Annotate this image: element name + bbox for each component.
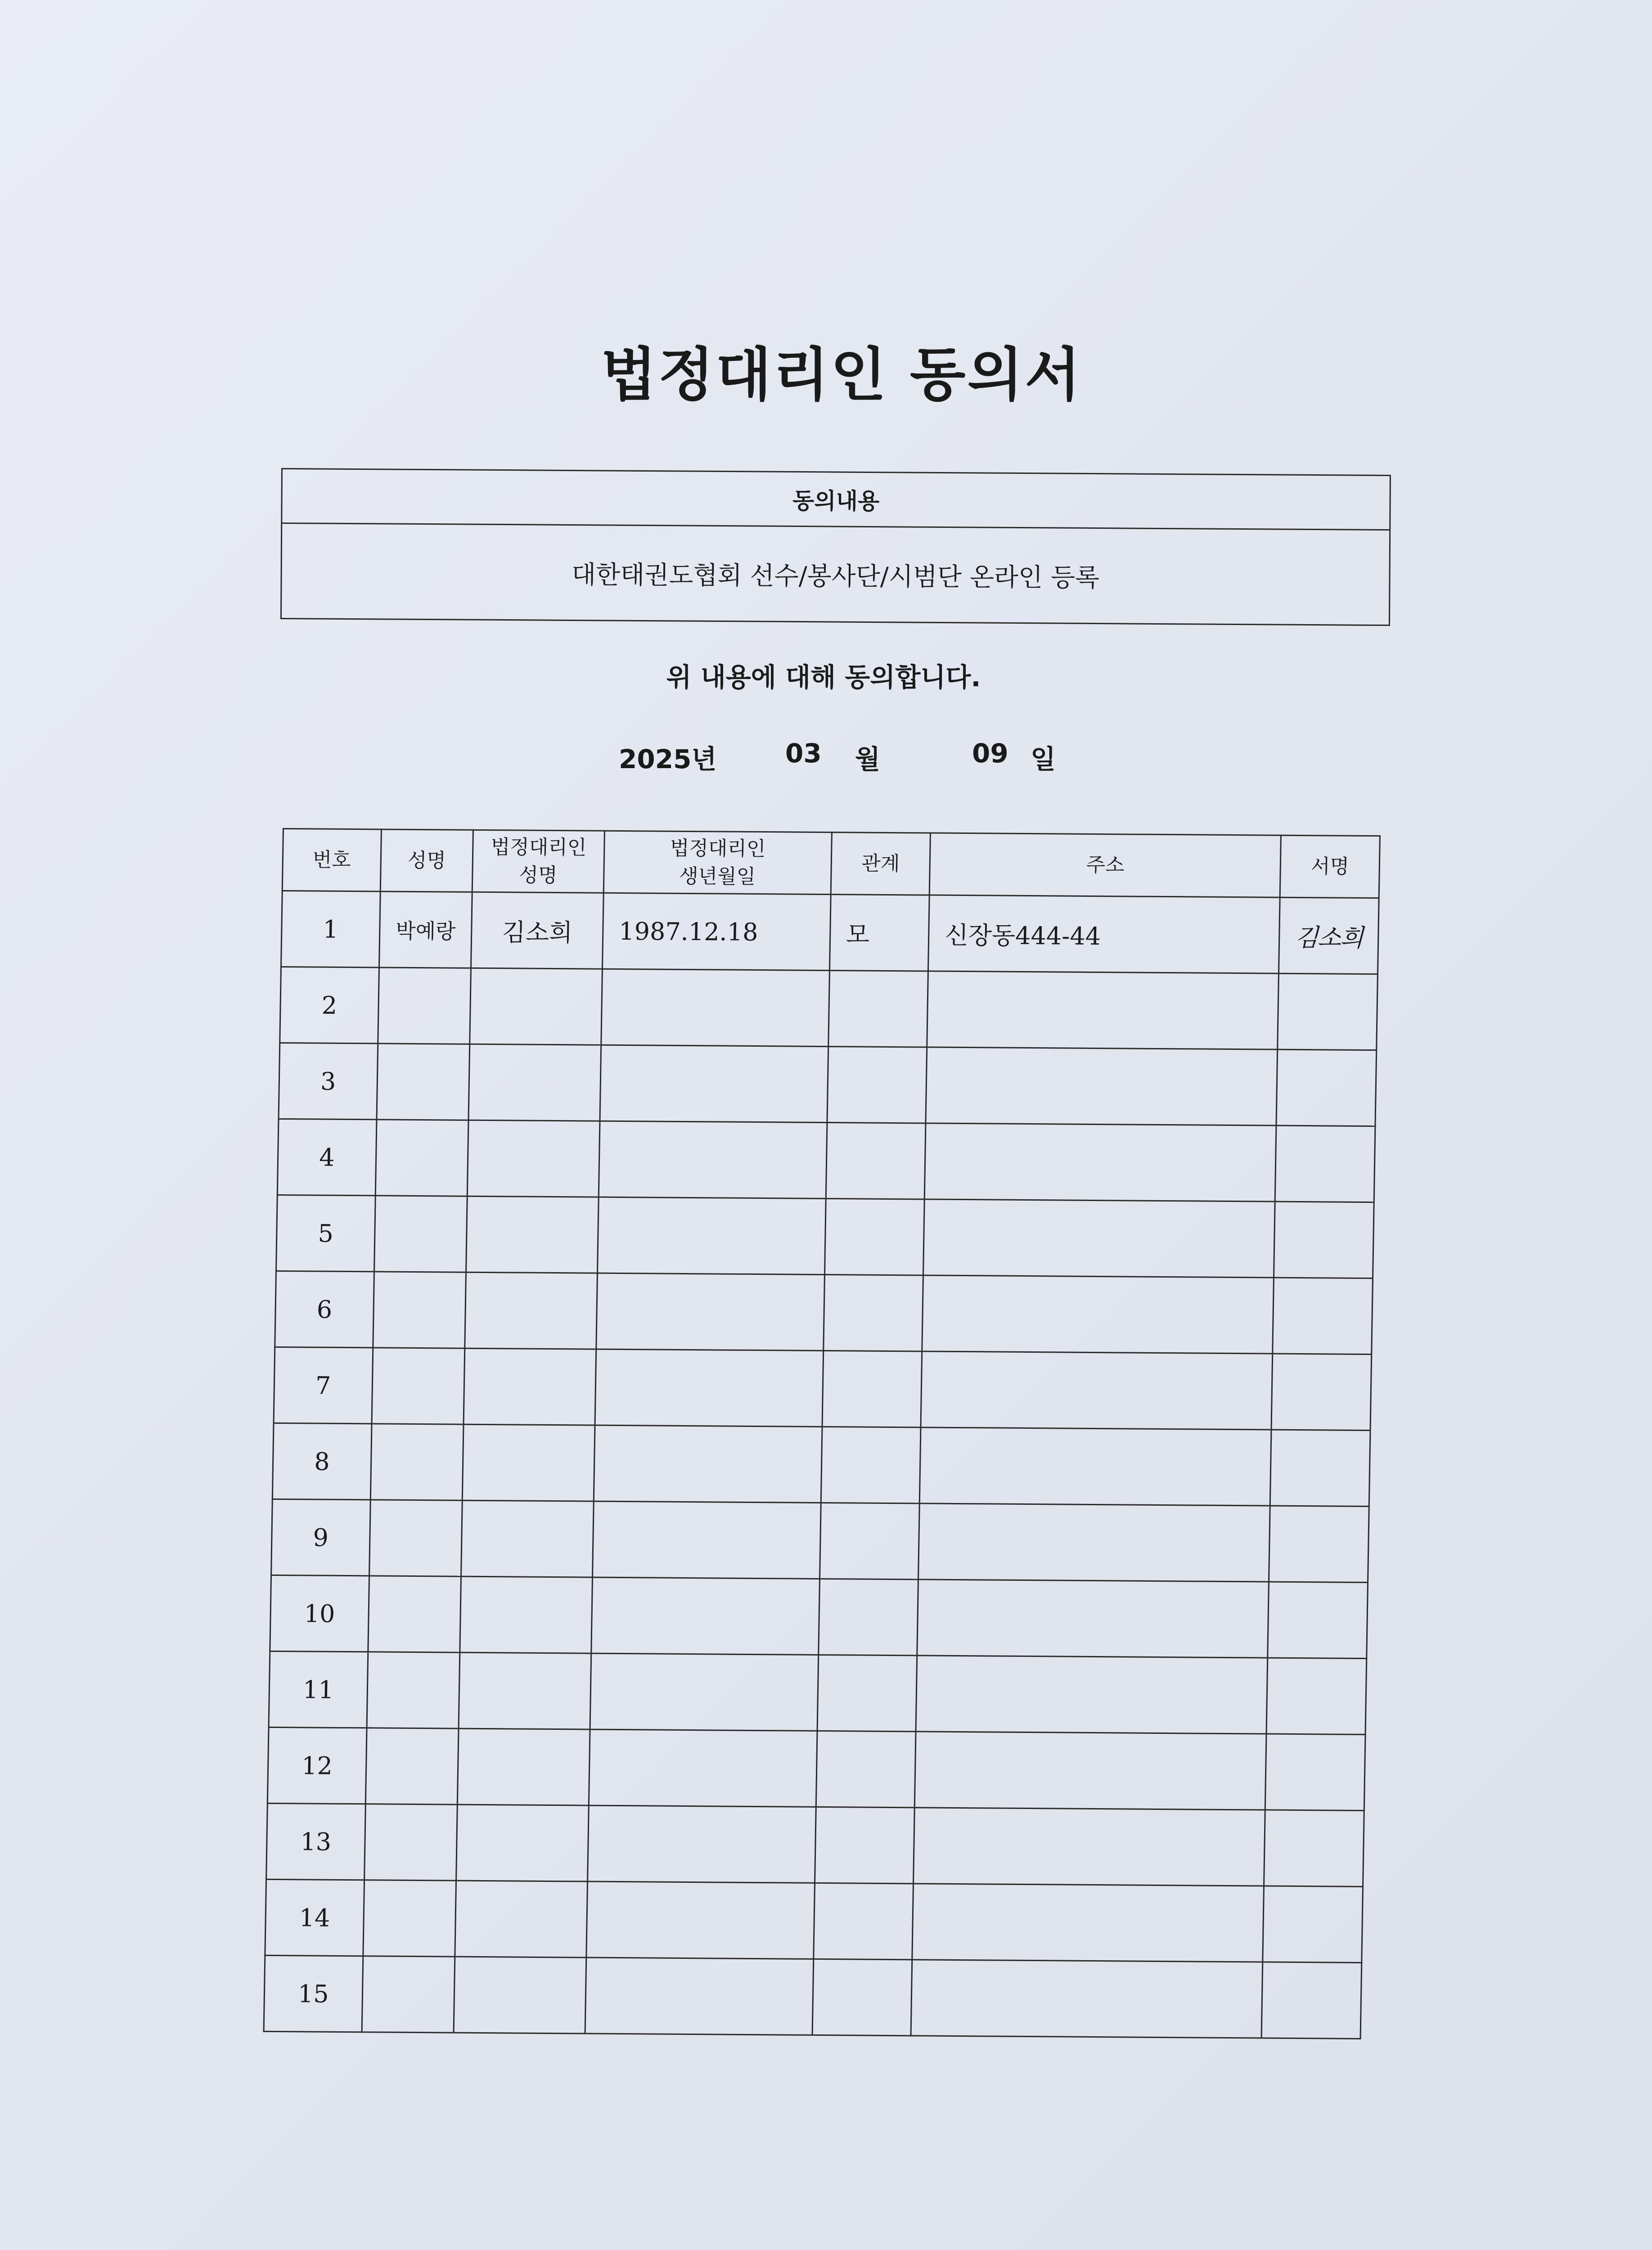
cell-guardian-birth xyxy=(594,1425,822,1503)
cell-relation xyxy=(819,1503,919,1579)
cell-relation xyxy=(815,1807,914,1883)
consent-box xyxy=(280,468,1391,626)
cell-signature xyxy=(1271,1354,1371,1430)
cell-name xyxy=(373,1272,466,1348)
cell-guardian-birth xyxy=(595,1349,823,1426)
cell-number: 5 xyxy=(276,1195,375,1271)
cell-name: 박예랑 xyxy=(379,891,472,968)
cell-signature xyxy=(1268,1582,1368,1658)
cell-guardian-name xyxy=(455,1881,587,1958)
table-row xyxy=(265,1879,1363,1962)
header-guardian-birth: 법정대리인 생년월일 xyxy=(603,831,832,894)
cell-guardian-name xyxy=(465,1272,597,1349)
table-row xyxy=(281,891,1379,974)
header-signature: 서명 xyxy=(1280,835,1380,898)
header-relation: 관계 xyxy=(831,832,931,895)
cell-address xyxy=(927,971,1279,1049)
cell-relation xyxy=(812,1959,912,2035)
consent-content: 대한태권도협회 선수/봉사단/시범단 온라인 등록 xyxy=(571,560,1100,593)
agree-statement: 위 내용에 대해 동의합니다. xyxy=(666,662,981,693)
cell-number: 6 xyxy=(275,1271,374,1347)
cell-guardian-birth: 1987.12.18 xyxy=(602,893,830,970)
table-row xyxy=(269,1651,1367,1734)
cell-number: 10 xyxy=(270,1575,369,1652)
cell-guardian-birth xyxy=(591,1577,819,1655)
cell-name xyxy=(375,1120,468,1196)
cell-guardian-birth xyxy=(593,1501,821,1579)
cell-guardian-birth xyxy=(589,1729,817,1807)
cell-guardian-name: 김소희 xyxy=(471,892,603,969)
cell-name xyxy=(372,1348,465,1424)
cell-guardian-birth xyxy=(588,1805,816,1883)
cell-number: 7 xyxy=(274,1347,373,1423)
cell-signature xyxy=(1276,1049,1376,1126)
cell-guardian-name xyxy=(456,1804,589,1881)
consent-header: 동의내용 xyxy=(282,469,1390,531)
cell-address xyxy=(920,1427,1272,1506)
cell-guardian-birth xyxy=(600,1045,828,1122)
table-row xyxy=(274,1347,1372,1430)
cell-signature xyxy=(1265,1734,1365,1810)
cell-number: 2 xyxy=(280,967,379,1043)
cell-number: 4 xyxy=(277,1119,376,1195)
cell-guardian-birth xyxy=(590,1653,818,1731)
document-title: 법정대리인 동의서 xyxy=(601,342,1082,409)
cell-name xyxy=(374,1196,467,1272)
cell-address xyxy=(912,1884,1264,1962)
header-name: 성명 xyxy=(380,829,473,892)
cell-relation xyxy=(822,1350,922,1427)
cell-signature xyxy=(1264,1810,1364,1886)
cell-address xyxy=(915,1732,1267,1810)
cell-name xyxy=(362,1956,455,2033)
cell-number: 11 xyxy=(269,1651,368,1728)
cell-guardian-name xyxy=(463,1424,595,1501)
cell-relation xyxy=(826,1123,926,1199)
date-day-label: 일 xyxy=(1031,744,1056,774)
table-row xyxy=(277,1119,1375,1202)
cell-signature xyxy=(1273,1278,1373,1354)
cell-number: 15 xyxy=(264,1955,363,2032)
cell-name xyxy=(365,1728,459,1804)
cell-address xyxy=(922,1275,1274,1354)
cell-signature xyxy=(1261,1962,1361,2038)
cell-guardian-name xyxy=(460,1576,592,1653)
table-row xyxy=(280,967,1378,1050)
cell-address xyxy=(923,1199,1275,1278)
guardian-table xyxy=(263,828,1381,2039)
table-row xyxy=(267,1727,1365,1810)
cell-relation xyxy=(821,1426,921,1503)
cell-guardian-birth xyxy=(586,1881,815,1959)
cell-address xyxy=(914,1808,1265,1886)
cell-address xyxy=(926,1047,1278,1125)
cell-signature xyxy=(1278,973,1377,1050)
cell-name xyxy=(370,1424,464,1500)
cell-name xyxy=(369,1500,462,1576)
cell-guardian-name xyxy=(464,1348,596,1425)
cell-signature xyxy=(1270,1430,1370,1506)
cell-address xyxy=(916,1656,1268,1734)
cell-number: 8 xyxy=(272,1423,371,1499)
table-row xyxy=(279,1043,1377,1126)
cell-address xyxy=(921,1351,1273,1430)
cell-signature xyxy=(1263,1886,1363,1962)
cell-relation xyxy=(813,1883,913,1959)
cell-signature xyxy=(1269,1506,1369,1582)
cell-signature xyxy=(1274,1202,1374,1278)
cell-name xyxy=(363,1880,456,1957)
cell-signature xyxy=(1275,1125,1375,1202)
cell-number: 9 xyxy=(271,1499,370,1575)
cell-relation xyxy=(827,1047,927,1123)
cell-address xyxy=(925,1123,1277,1202)
cell-guardian-name xyxy=(470,968,602,1045)
cell-guardian-name xyxy=(459,1652,591,1729)
table-row xyxy=(275,1271,1373,1354)
cell-signature: 김소희 xyxy=(1279,897,1379,974)
cell-guardian-name xyxy=(458,1728,590,1805)
table-row xyxy=(266,1803,1364,1886)
table-row xyxy=(276,1195,1374,1278)
cell-relation xyxy=(828,971,928,1047)
cell-relation xyxy=(823,1275,923,1351)
cell-relation xyxy=(816,1731,916,1807)
header-number: 번호 xyxy=(282,829,381,891)
date-month-label: 월 xyxy=(855,744,881,774)
cell-address xyxy=(918,1503,1270,1582)
cell-guardian-name xyxy=(468,1120,600,1197)
cell-relation xyxy=(818,1579,918,1655)
cell-number: 1 xyxy=(281,891,380,967)
cell-guardian-birth xyxy=(597,1197,825,1274)
date-year: 2025년 xyxy=(619,744,717,774)
cell-number: 3 xyxy=(279,1043,378,1119)
cell-address: 신장동444-44 xyxy=(928,895,1280,973)
table-row xyxy=(271,1499,1369,1582)
table-row xyxy=(272,1423,1370,1506)
cell-guardian-name xyxy=(461,1500,594,1577)
cell-relation xyxy=(817,1655,917,1731)
cell-relation: 모 xyxy=(829,895,929,971)
cell-guardian-name xyxy=(466,1196,599,1273)
header-guardian-name: 법정대리인 성명 xyxy=(473,830,605,893)
cell-name xyxy=(368,1576,461,1652)
cell-number: 12 xyxy=(267,1727,366,1804)
cell-name xyxy=(378,968,471,1044)
date-month: 03 xyxy=(785,738,822,769)
cell-guardian-name xyxy=(468,1044,601,1121)
header-address: 주소 xyxy=(930,833,1281,897)
date-day: 09 xyxy=(972,738,1008,769)
table-row xyxy=(264,1955,1362,2038)
cell-name xyxy=(364,1804,457,1881)
cell-guardian-birth xyxy=(596,1273,824,1350)
cell-address xyxy=(917,1580,1269,1658)
table-row xyxy=(270,1575,1368,1658)
table-header-row xyxy=(282,829,1380,898)
cell-guardian-name xyxy=(454,1957,586,2034)
cell-address xyxy=(911,1960,1263,2038)
cell-relation xyxy=(824,1199,924,1275)
cell-guardian-birth xyxy=(585,1958,813,2035)
cell-name xyxy=(377,1044,470,1120)
cell-number: 14 xyxy=(265,1879,364,1956)
cell-number: 13 xyxy=(266,1803,365,1880)
cell-guardian-birth xyxy=(599,1121,827,1198)
cell-guardian-birth xyxy=(601,969,829,1046)
cell-name xyxy=(367,1652,460,1728)
cell-signature xyxy=(1266,1658,1366,1734)
